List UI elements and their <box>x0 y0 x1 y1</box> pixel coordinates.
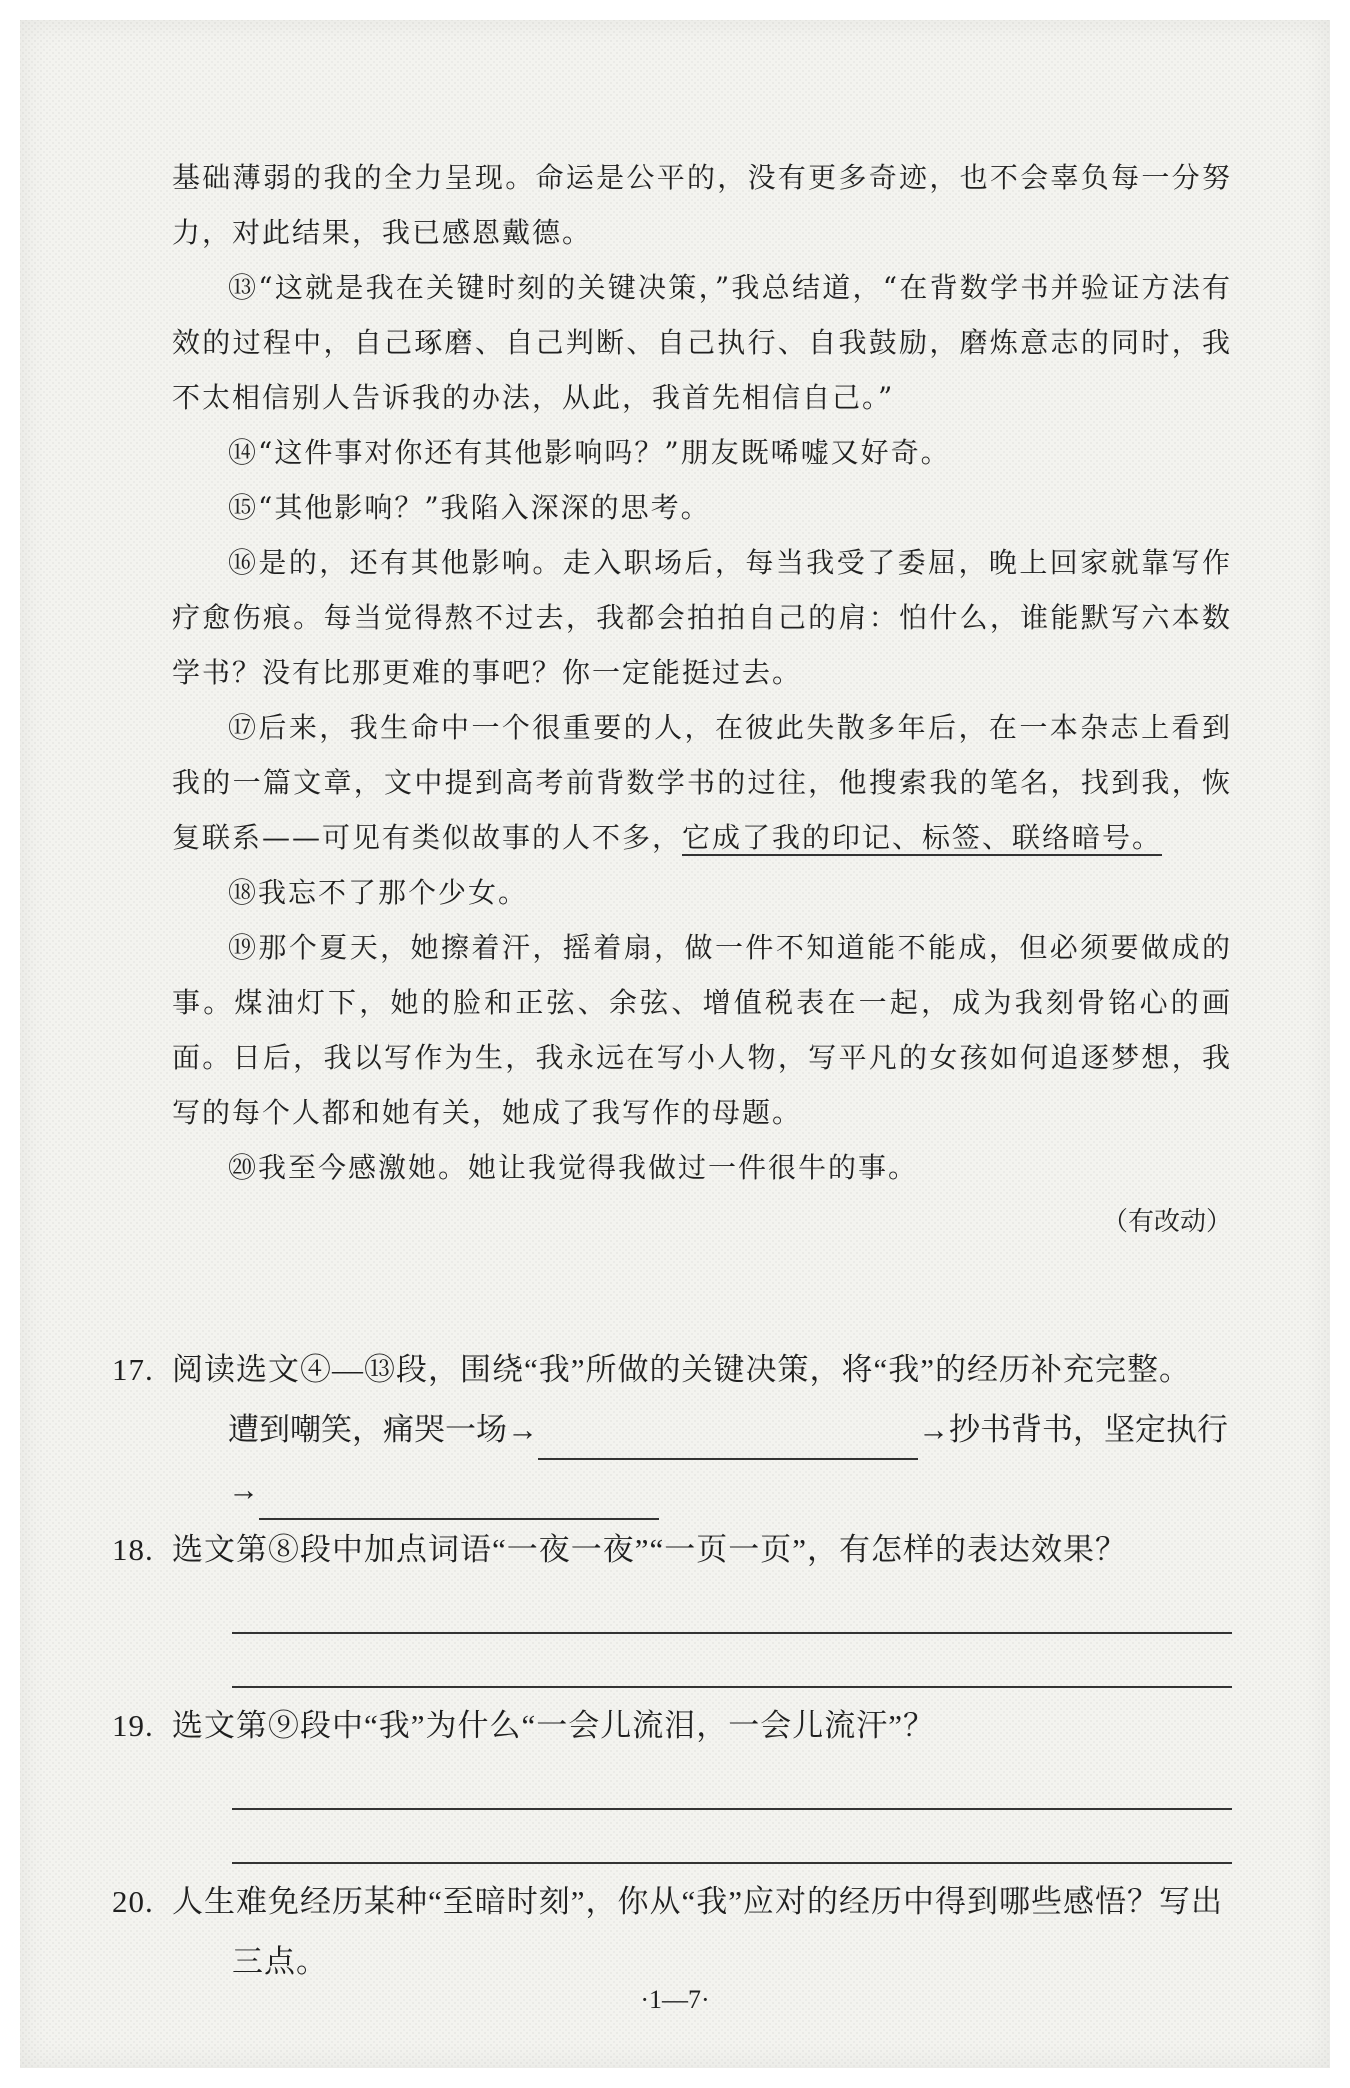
question-19 <box>172 1696 1232 1756</box>
question-17 <box>172 1340 1232 1400</box>
question-20 <box>172 1872 1232 1992</box>
q17-fill-middle: →抄书背书，坚定执行→ <box>228 1412 1228 1507</box>
question-section <box>172 1340 1232 1992</box>
source-note: （有改动） <box>1101 1207 1232 1237</box>
paragraph-17 <box>172 700 1232 865</box>
q17-fill-start: 遭到嘲笑，痛哭一场→ <box>228 1412 538 1447</box>
question-18 <box>172 1520 1232 1580</box>
paragraph-19: ⑲那个夏天，她擦着汗，摇着扇，做一件不知道能不能成，但必须要做成的事。煤油灯下，她的脸和正弦、余弦、增值税表在一起，成为我刻骨铭心的画面。日后，我以写作为生，我永远在写小人物，写平凡的女孩如何追逐梦想，我写的每个人都和她有关，她成了我写作的母题。 <box>172 931 1232 1129</box>
q17-blank-1[interactable] <box>538 1418 918 1460</box>
paragraph-17-text: ⑰后来，我生命中一个很重要的人，在彼此失散多年后，在一本杂志上看到我的一篇文章，文中提到高考前背数学书的过往，他搜索我的笔名，找到我，恢复联系——可见有类似故事的人不多， <box>172 711 1232 854</box>
q18-answer-line-1[interactable] <box>232 1580 1232 1634</box>
q17-fill-row <box>228 1400 1232 1520</box>
paragraph-20: ⑳我至今感激她。她让我觉得我做过一件很牛的事。 <box>228 1151 919 1184</box>
question-text: 选文第⑧段中加点词语“一夜一夜”“一页一页”，有怎样的表达效果？ <box>172 1532 1128 1567</box>
paragraph-15: ⑮“其他影响？”我陷入深深的思考。 <box>228 491 711 524</box>
question-text: 选文第⑨段中“我”为什么“一会儿流泪，一会儿流汗”？ <box>172 1708 936 1743</box>
paragraph-16: ⑯是的，还有其他影响。走入职场后，每当我受了委屈，晚上回家就靠写作疗愈伤痕。每当觉得熬不过去，我都会拍拍自己的肩：怕什么，谁能默写六本数学书？没有比那更难的事吧？你一定能挺过去。 <box>172 546 1232 689</box>
paragraph-13: ⑬“这就是我在关键时刻的关键决策，”我总结道，“在背数学书并验证方法有效的过程中，自己琢磨、自己判断、自己执行、自我鼓励，磨炼意志的同时，我不太相信别人告诉我的办法，从此，我首先相信自己。” <box>172 271 1232 414</box>
reading-passage <box>172 150 1232 1250</box>
q19-answer-line-1[interactable] <box>232 1756 1232 1810</box>
q17-blank-2[interactable] <box>259 1478 659 1520</box>
paragraph-12-continuation: 基础薄弱的我的全力呈现。命运是公平的，没有更多奇迹，也不会辜负每一分努力，对此结果，我已感恩戴德。 <box>172 161 1232 249</box>
paragraph-14: ⑭“这件事对你还有其他影响吗？”朋友既唏嘘又好奇。 <box>228 436 951 469</box>
q19-answer-line-2[interactable] <box>232 1810 1232 1864</box>
page-number: ·1—7· <box>640 1985 710 2014</box>
underlined-sentence: 它成了我的印记、标签、联络暗号。 <box>682 821 1163 854</box>
question-text: 阅读选文④—⑬段，围绕“我”所做的关键决策，将“我”的经历补充完整。 <box>172 1352 1192 1387</box>
question-text: 人生难免经历某种“至暗时刻”，你从“我”应对的经历中得到哪些感悟？写出三点。 <box>172 1884 1224 1979</box>
paragraph-18: ⑱我忘不了那个少女。 <box>228 876 529 909</box>
q18-answer-line-2[interactable] <box>232 1634 1232 1688</box>
